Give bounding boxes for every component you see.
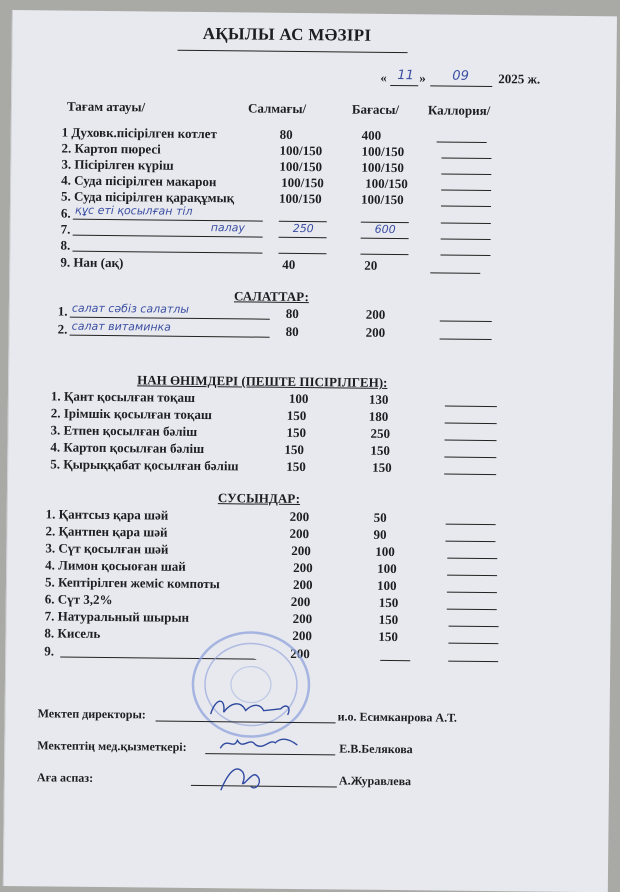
calories-blank — [444, 457, 496, 459]
section-title-salads: САЛАТТАР: — [233, 288, 309, 305]
list-item-weight: 200 — [293, 559, 313, 576]
calories-blank — [445, 440, 497, 442]
list-item-price: 250 — [370, 425, 391, 441]
handwritten-signature-chef — [215, 760, 275, 797]
list-item-price: 100/150 — [361, 159, 405, 176]
list-item-price: 150 — [378, 594, 399, 611]
page-title: АҚЫЛЫ АС МӘЗІРІ — [202, 23, 372, 45]
list-item-price: 90 — [373, 526, 387, 542]
list-item-weight: 200 — [290, 645, 310, 662]
list-item-name: 2. Қантпен қара шәй — [45, 523, 168, 540]
list-item-weight: 150 — [286, 424, 307, 441]
item-blank — [72, 251, 262, 254]
list-item-name: 2. Ірімшік қосылған тоқаш — [50, 405, 212, 423]
calories-blank — [440, 320, 492, 322]
signature-role: Аға аспаз: — [36, 770, 94, 785]
title-underline — [178, 50, 408, 53]
list-item-price: 50 — [373, 509, 387, 525]
signatory-name: А.Журавлева — [338, 773, 412, 789]
calories-blank — [441, 190, 491, 192]
list-item-name: 7. Натуральный шырын — [44, 608, 190, 625]
list-item-weight: 200 — [289, 525, 310, 542]
list-item-price: 100 — [376, 577, 397, 594]
list-item-weight: 150 — [286, 407, 307, 424]
list-item-weight: 100/150 — [279, 158, 323, 175]
list-item-name: 7. — [60, 221, 71, 237]
header-calories: Каллория/ — [427, 102, 491, 119]
list-item-weight: 200 — [291, 542, 311, 559]
price-blank — [361, 238, 409, 240]
list-item-price: 100 — [377, 560, 397, 577]
calories-blank — [445, 423, 497, 425]
header-price: Бағасы/ — [351, 101, 400, 118]
list-item-weight: 100/150 — [278, 190, 322, 207]
calories-blank — [449, 626, 499, 628]
list-item-name: 8. Кисель — [44, 625, 101, 641]
list-item-price: 100/150 — [361, 143, 405, 160]
official-stamp — [185, 627, 316, 743]
handwritten-item-name: құс еті қосылған тіл — [74, 203, 193, 218]
calories-blank — [441, 206, 491, 208]
item-blank — [70, 335, 270, 338]
handwritten-signature-director — [206, 692, 296, 723]
list-item-price: 20 — [364, 257, 378, 273]
list-item-name: 3. Сүт қосылған шәй — [45, 540, 169, 557]
date-day-line — [390, 85, 418, 86]
list-item-weight: 200 — [289, 508, 310, 525]
calories-blank — [441, 174, 491, 176]
list-item-number: 1. — [57, 303, 68, 319]
date-close-quote: » — [419, 70, 426, 86]
list-item-price: 100/150 — [365, 175, 408, 192]
calories-blank — [445, 406, 497, 408]
signature-role: Мектеп директоры: — [37, 706, 146, 722]
price-blank — [380, 660, 410, 661]
list-item-price: 150 — [378, 611, 399, 628]
list-item-name: 6. — [60, 205, 71, 221]
list-item-weight: 80 — [285, 305, 299, 322]
list-item-weight: 200 — [292, 576, 313, 593]
date-day: 11 — [397, 68, 414, 84]
list-item-weight: 100/150 — [279, 142, 323, 159]
calories-blank — [441, 239, 491, 241]
calories-blank — [448, 643, 498, 645]
calories-blank — [437, 141, 487, 143]
list-item-price: 130 — [368, 391, 389, 407]
list-item-name: 5. Суда пісірілген қарақұмық — [60, 188, 235, 206]
list-item-price: 100 — [375, 543, 395, 560]
list-item-name: 8. — [60, 237, 71, 253]
calories-blank — [430, 272, 480, 274]
calories-blank — [444, 474, 496, 476]
price-blank — [360, 254, 408, 256]
date-month-line — [430, 85, 492, 87]
list-item-name: 4. Суда пісірілген макарон — [61, 172, 217, 190]
calories-blank — [440, 255, 490, 257]
list-item-price: 150 — [372, 459, 392, 476]
calories-blank — [441, 158, 491, 160]
list-item-price: 100/150 — [360, 191, 404, 208]
header-name: Тағам атауы/ — [66, 98, 146, 115]
calories-blank — [447, 575, 497, 577]
list-item-weight: 200 — [292, 627, 313, 644]
signatory-name: и.о. Есимканрова А.Т. — [337, 709, 457, 725]
calories-blank — [441, 223, 491, 225]
list-item-weight: 200 — [292, 610, 313, 627]
calories-blank — [445, 541, 495, 543]
list-item-price: 150 — [378, 628, 399, 645]
date-month: 09 — [452, 68, 469, 84]
list-item-name: 1. Қант қосылған тоқаш — [50, 388, 196, 405]
signatory-name: Е.В.Белякова — [339, 741, 413, 757]
list-item-name: 9. Нан (ақ) — [60, 254, 124, 271]
list-item-name: 4. Картоп қосылған бәліш — [50, 439, 205, 457]
list-item-name: 9. — [44, 643, 55, 659]
list-item-name: 4. Лимон қосыоған шай — [45, 557, 186, 574]
calories-blank — [447, 558, 497, 560]
list-item-weight: 100 — [288, 390, 309, 407]
section-title-bakery: НАН ӨНІМДЕРІ (ПЕШТЕ ПІСІРІЛГЕН): — [137, 372, 388, 390]
list-item-name: 5. Қырыққабат қосылған бәліш — [50, 456, 239, 474]
menu-sheet — [3, 10, 617, 892]
item-blank — [73, 235, 263, 238]
handwritten-signature-medic — [215, 728, 305, 757]
calories-blank — [447, 592, 497, 594]
list-item-name: 6. Сүт 3,2% — [44, 591, 113, 608]
list-item-price: 200 — [365, 306, 386, 322]
list-item-name: 3. Етпен қосылған бәліш — [50, 422, 198, 439]
list-item-weight: 40 — [282, 256, 296, 272]
list-item-weight: 80 — [285, 323, 299, 340]
list-item-name: 1 Духовк.пісірілген котлет — [61, 124, 217, 142]
date-year: 2025 ж. — [498, 71, 541, 87]
list-item-weight: 200 — [290, 593, 311, 610]
signature-role: Мектептің мед.қызметкері: — [37, 738, 187, 754]
calories-blank — [446, 524, 496, 526]
calories-blank — [447, 609, 497, 611]
date-open-quote: « — [380, 69, 387, 85]
handwritten-weight: 250 — [292, 221, 314, 236]
list-item-price: 150 — [370, 442, 390, 458]
list-item-weight: 150 — [286, 458, 306, 475]
calories-blank — [440, 338, 492, 340]
section-title-drinks: СУСЫНДАР: — [217, 490, 301, 507]
handwritten-price: 600 — [374, 222, 396, 237]
list-item-weight: 80 — [279, 126, 293, 142]
handwritten-item-name: салат сәбіз салатлы — [71, 301, 190, 316]
list-item-name: 1. Қантсыз қара шәй — [45, 506, 169, 523]
list-item-name: 3. Пісірілген күріш — [61, 156, 174, 173]
header-weight: Салмағы/ — [247, 100, 307, 117]
list-item-weight: 100/150 — [281, 174, 324, 191]
list-item-price: 400 — [361, 127, 382, 143]
list-item-weight: 150 — [284, 441, 304, 458]
weight-blank — [278, 253, 326, 255]
list-item-name: 2. Картоп пюресі — [61, 140, 161, 157]
weight-blank — [279, 237, 327, 239]
list-item-name: 5. Кептірілген жеміс компоты — [44, 574, 220, 592]
list-item-price: 200 — [365, 324, 386, 340]
list-item-number: 2. — [57, 321, 68, 337]
calories-blank — [448, 661, 498, 663]
handwritten-item-name: салат витаминка — [71, 319, 172, 334]
list-item-price: 180 — [368, 408, 389, 424]
handwritten-item-name: палау — [210, 221, 246, 235]
